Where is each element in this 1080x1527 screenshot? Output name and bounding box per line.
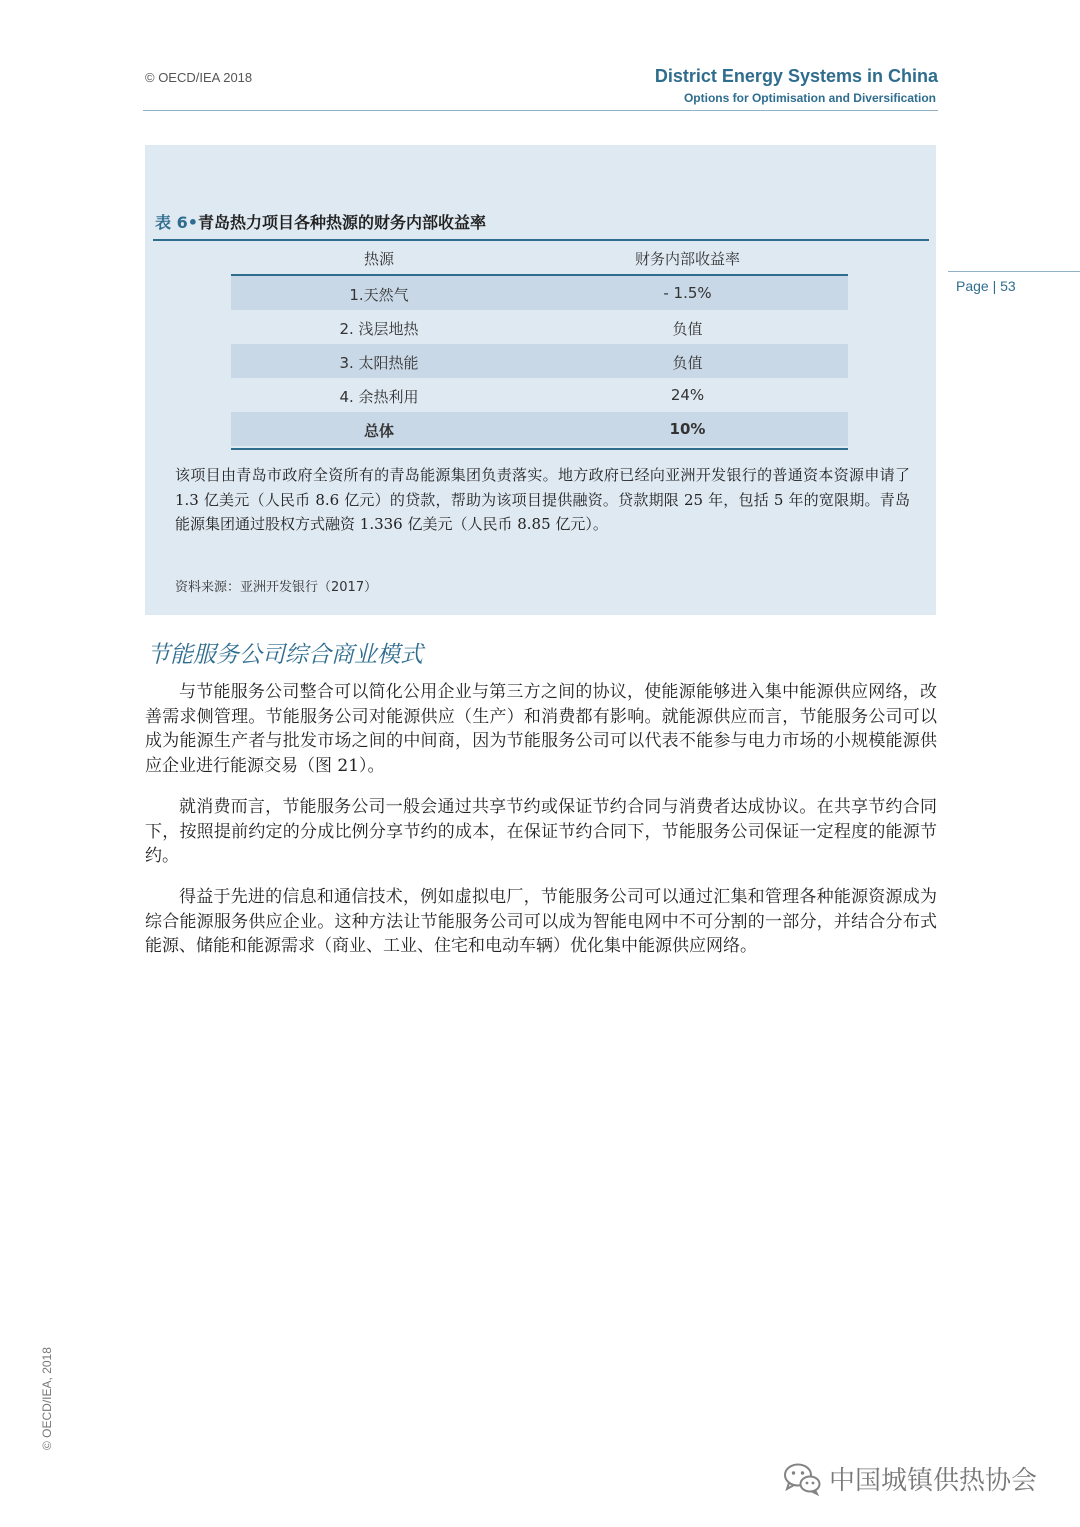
page-number: Page | 53 — [956, 278, 1016, 294]
table-box — [145, 145, 936, 615]
cell-irr: 负值 — [672, 320, 703, 338]
cell-irr: 10% — [669, 420, 706, 438]
table-row-total — [231, 412, 848, 446]
page-number-divider — [948, 271, 1080, 272]
cell-source: 1.天然气 — [349, 286, 409, 304]
table-note: 该项目由青岛市政府全资所有的青岛能源集团负责落实。地方政府已经向亚洲开发银行的普通资本资源申请了 1.3 亿美元（人民币 8.6 亿元）的贷款，帮助为该项目提供融资。贷款期限 25 年，包括 5 年的宽限期。青岛能源集团通过股权方式融资 1.336 亿美元（人民币 8.85 亿元）。 — [175, 466, 910, 533]
table-row — [231, 310, 848, 344]
column-header-irr: 财务内部收益率 — [634, 250, 740, 268]
watermark — [783, 1460, 1037, 1497]
report-title: District Energy Systems in China — [654, 66, 938, 86]
table-row — [231, 378, 848, 412]
table-source: 资料来源：亚洲开发银行（2017） — [175, 580, 378, 595]
table-row — [231, 344, 848, 378]
cell-irr: - 1.5% — [663, 284, 712, 302]
table-caption — [155, 210, 486, 233]
paragraph: 得益于先进的信息和通信技术，例如虚拟电厂，节能服务公司可以通过汇集和管理各种能源资源成为综合能源服务供应企业。这种方法让节能服务公司可以成为智能电网中不可分割的一部分，并结合分布式能源、储能和能源需求（商业、工业、住宅和电动车辆）优化集中能源供应网络。 — [145, 887, 937, 956]
header-divider — [143, 110, 938, 111]
cell-source: 总体 — [363, 422, 394, 440]
column-header-source: 热源 — [363, 250, 394, 268]
table-caption-text: 青岛热力项目各种热源的财务内部收益率 — [197, 213, 486, 232]
table-header — [231, 244, 848, 274]
copyright-header: © OECD/IEA 2018 — [145, 70, 253, 85]
table-row — [231, 276, 848, 310]
watermark-text: 中国城镇供热协会 — [829, 1466, 1038, 1496]
table-top-rule — [153, 239, 929, 241]
cell-irr: 负值 — [672, 354, 703, 372]
wechat-icon — [783, 1462, 821, 1496]
report-subtitle: Options for Optimisation and Diversification — [683, 91, 936, 105]
cell-source: 3. 太阳热能 — [339, 354, 419, 372]
cell-irr: 24% — [670, 386, 705, 404]
section-title: 节能服务公司综合商业模式 — [147, 642, 423, 668]
table-bottom-rule — [231, 448, 848, 450]
paragraph: 与节能服务公司整合可以简化公用企业与第三方之间的协议，使能源能够进入集中能源供应网络，改善需求侧管理。节能服务公司对能源供应（生产）和消费都有影响。就能源供应而言，节能服务公司可以成为能源生产者与批发市场之间的中间商，因为节能服务公司可以代表不能参与电力市场的小规模能源供应企业进行能源交易（图 21）。 — [145, 682, 937, 776]
cell-source: 4. 余热利用 — [339, 388, 419, 406]
cell-source: 2. 浅层地热 — [339, 320, 419, 338]
paragraph: 就消费而言，节能服务公司一般会通过共享节约或保证节约合同与消费者达成协议。在共享节约合同下，按照提前约定的分成比例分享节约的成本，在保证节约合同下，节能服务公司保证一定程度的能源节约。 — [145, 797, 937, 866]
table-caption-number: 表 6• — [155, 213, 198, 232]
side-copyright: © OECD/IEA, 2018 — [40, 1347, 54, 1450]
